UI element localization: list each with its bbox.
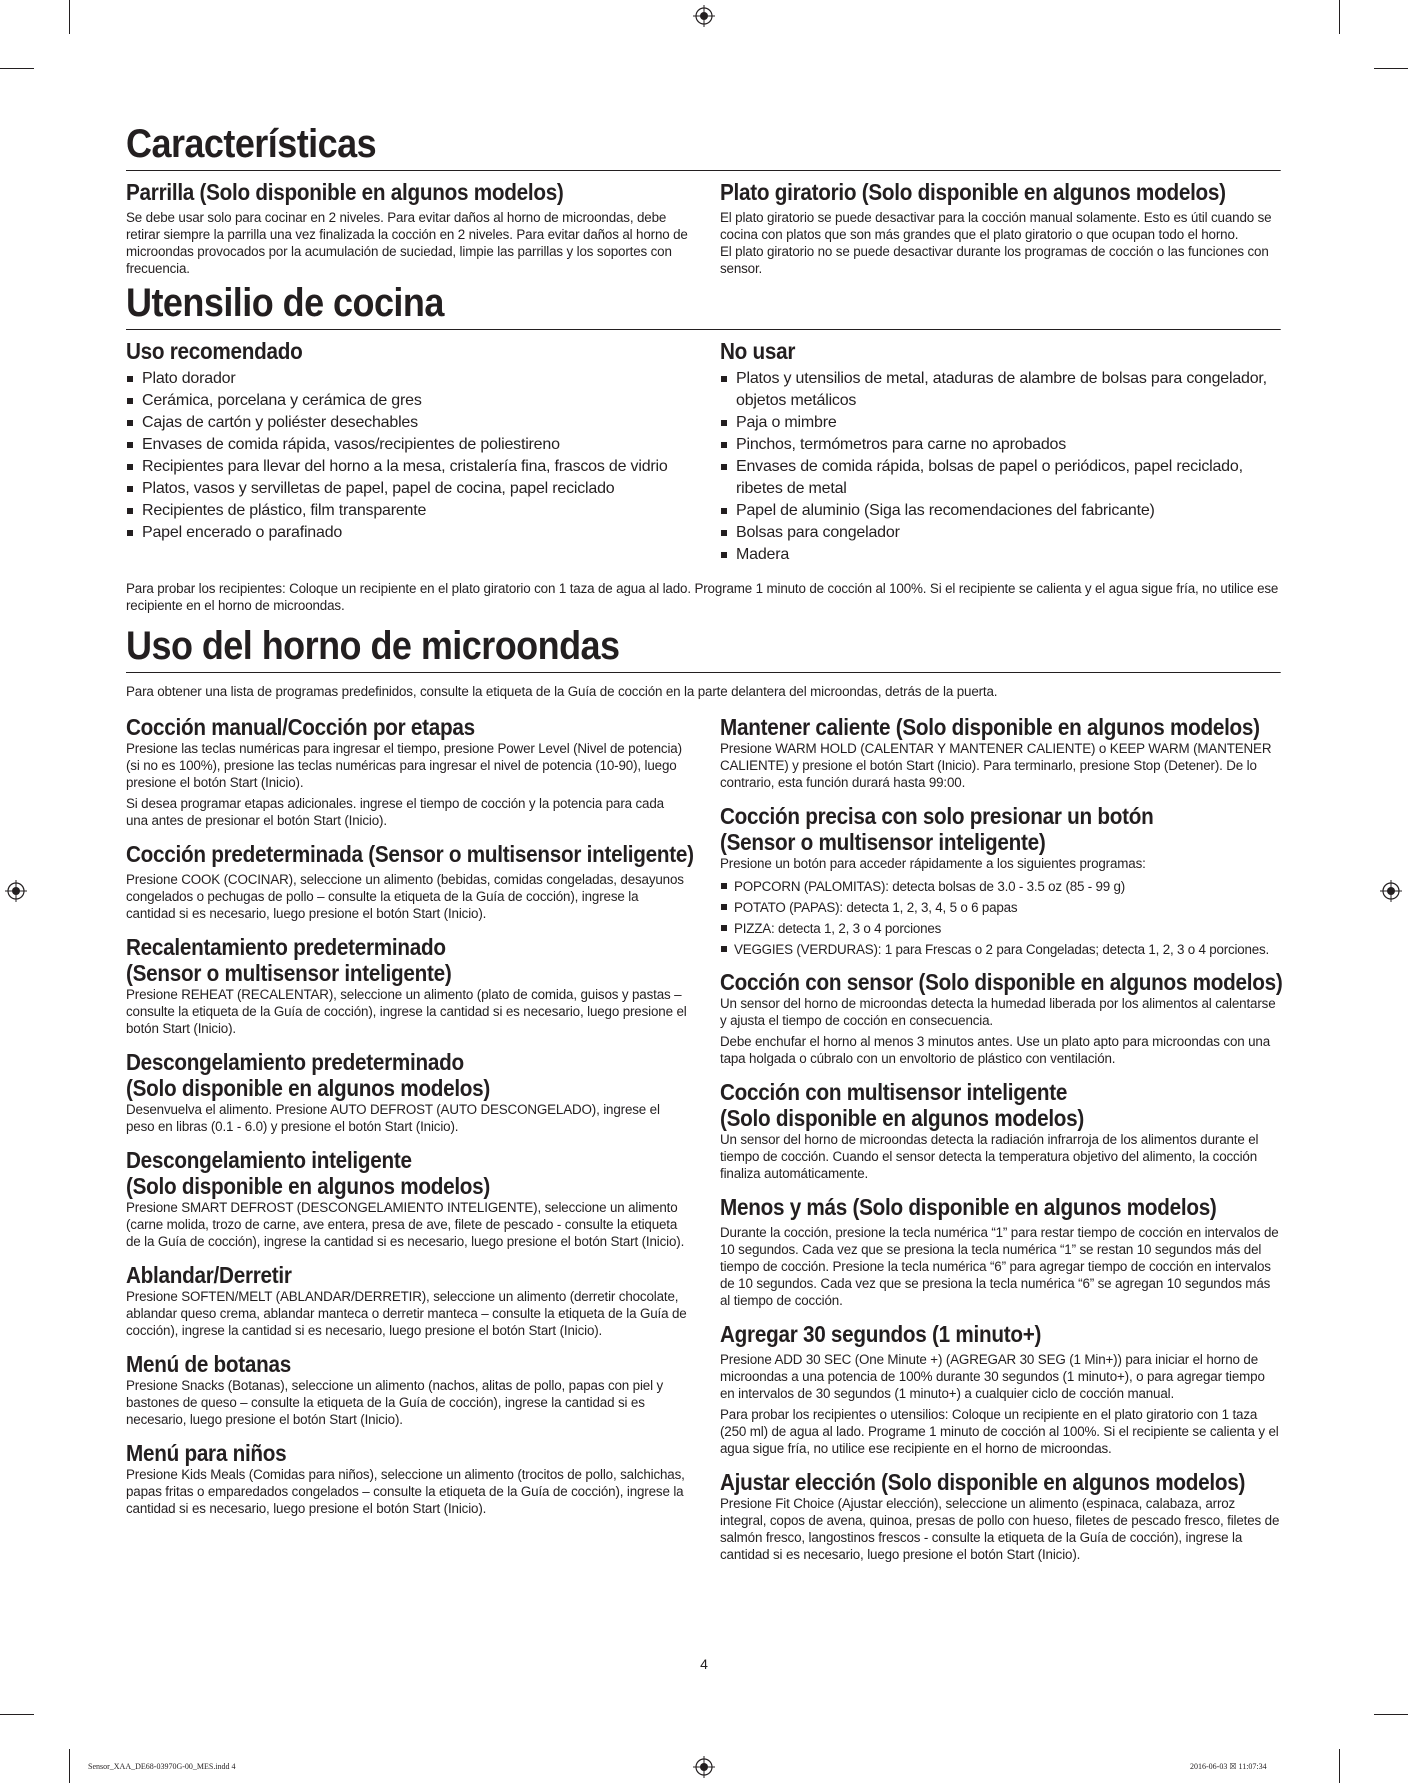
list-item: POTATO (PAPAS): detecta 1, 2, 3, 4, 5 o 6 papas xyxy=(720,897,1282,918)
block-text: Presione las teclas numéricas para ingresar el tiempo, presione Power Level (Nivel de potencia) (si no es 100%), presione las teclas numéricas para ingresar el nivel de potencia (10-90), luego presione el botón Start (Inicio). xyxy=(126,741,682,790)
block-heading: Cocción con multisensor inteligente (Solo disponible en algunos modelos) xyxy=(720,1079,1085,1131)
block-text: Presione un botón para acceder rápidamente a los siguientes programas: xyxy=(720,856,1146,871)
usage-columns xyxy=(126,714,1282,1563)
registration-mark-icon xyxy=(693,1756,715,1778)
block-text: Presione COOK (COCINAR), seleccione un alimento (bebidas, comidas congeladas, desayunos congelados o pechugas de pollo – consulte la etiqueta de la Guía de cocción), ingrese la cantidad si es necesario, luego presione el botón Start (Inicio). xyxy=(126,872,684,921)
rack-text: Se debe usar solo para cocinar en 2 niveles. Para evitar daños al horno de microondas, debe retirar siempre la parrilla una vez finalizada la cocción en 2 niveles. Para evitar daños al horno de microondas provocados por la acumulación de suciedad, limpie las parrillas y los soportes con frecuencia. xyxy=(126,210,688,276)
list-item: Envases de comida rápida, vasos/recipientes de poliestireno xyxy=(126,434,688,456)
recommended-list xyxy=(126,368,688,544)
preset-cooking-block xyxy=(126,841,694,922)
block-text: Presione SMART DEFROST (DESCONGELAMIENTO INTELIGENTE), seleccione un alimento (carne molida, trozo de carne, ave entera, presa de ave, filete de pescado - consulte la etiqueta de la Guía de cocción), ingrese la cantidad si es necesario, luego presione el botón Start (Inicio). xyxy=(126,1200,685,1249)
rack-block xyxy=(126,179,688,277)
file-slug: Sensor_XAA_DE68-03970G-00_MES.indd 4 xyxy=(88,1762,236,1771)
one-touch-block xyxy=(720,803,1282,960)
list-item: PIZZA: detecta 1, 2, 3 o 4 porciones xyxy=(720,918,1282,939)
block-heading: Mantener caliente (Solo disponible en algunos modelos) xyxy=(720,714,1260,740)
crop-mark xyxy=(69,0,70,34)
page-number: 4 xyxy=(700,1656,708,1672)
block-text: Presione SOFTEN/MELT (ABLANDAR/DERRETIR), seleccione un alimento (derretir chocolate, ablandar queso crema, ablandar manteca o derretir manteca – consulte la etiqueta de la Guía de cocción), ingrese la cantidad si es necesario, luego presione el botón Start (Inicio). xyxy=(126,1289,687,1338)
list-item: Cerámica, porcelana y cerámica de gres xyxy=(126,390,688,412)
page-content xyxy=(126,120,1282,1563)
registration-mark-icon xyxy=(693,5,715,27)
usage-right-column xyxy=(720,714,1282,1563)
block-heading: Descongelamiento inteligente (Solo disponible en algunos modelos) xyxy=(126,1147,491,1199)
turntable-block xyxy=(720,179,1282,277)
list-item: Recipientes de plástico, film transparente xyxy=(126,500,688,522)
block-heading: Cocción precisa con solo presionar un botón (Sensor o multisensor inteligente) xyxy=(720,803,1154,855)
block-heading: Cocción con sensor (Solo disponible en algunos modelos) xyxy=(720,969,1283,995)
auto-defrost-block xyxy=(126,1049,688,1135)
preset-reheat-block xyxy=(126,934,688,1037)
list-item: Recipientes para llevar del horno a la mesa, cristalería fina, frascos de vidrio xyxy=(126,456,688,478)
block-heading: Cocción predeterminada (Sensor o multisensor inteligente) xyxy=(126,841,694,867)
add-30-sec-block xyxy=(720,1321,1282,1457)
block-text: Presione Kids Meals (Comidas para niños), seleccione un alimento (trocitos de pollo, salchichas, papas fritas o emparedados congelados – consulte la etiqueta de la Guía de cocción), ingrese la cantidad si es necesario, luego presione el botón Start (Inicio). xyxy=(126,1467,685,1516)
recommended-heading: Uso recomendado xyxy=(126,338,303,364)
block-heading: Ablandar/Derretir xyxy=(126,1262,292,1288)
section-title-features: Características xyxy=(126,120,1281,171)
block-text: Presione Snacks (Botanas), seleccione un alimento (nachos, alitas de pollo, papas con piel y bastones de queso – consulte la etiqueta de la Guía de cocción), ingrese la cantidad si es necesario, luego presione el botón Start (Inicio). xyxy=(126,1378,664,1427)
manual-cooking-block xyxy=(126,714,688,829)
donotuse-list xyxy=(720,368,1282,566)
block-text: Presione ADD 30 SEC (One Minute +) (AGREGAR 30 SEG (1 Min+)) para iniciar el horno de microondas a una potencia de 100% durante 30 segundos (1 minuto+), o para agregar tiempo en intervalos de 30 segundos (1 minuto+) a cualquier ciclo de cocción manual. xyxy=(720,1352,1265,1401)
list-item: Madera xyxy=(720,544,1282,566)
donotuse-block xyxy=(720,338,1282,566)
smart-defrost-block xyxy=(126,1147,688,1250)
crop-mark xyxy=(0,1714,34,1715)
warm-hold-block xyxy=(720,714,1282,791)
block-heading: Menos y más (Solo disponible en algunos modelos) xyxy=(720,1194,1217,1220)
turntable-heading: Plato giratorio (Solo disponible en algunos modelos) xyxy=(720,179,1226,205)
block-text: Debe enchufar el horno al menos 3 minutos antes. Use un plato apto para microondas con una tapa holgada o cúbralo con un envoltorio de plástico con ventilación. xyxy=(720,1034,1270,1066)
list-item: Paja o mimbre xyxy=(720,412,1282,434)
usage-intro: Para obtener una lista de programas predefinidos, consulte la etiqueta de la Guía de cocción en la parte delantera del microondas, detrás de la puerta. xyxy=(126,684,998,699)
usage-left-column xyxy=(126,714,694,1563)
recommended-block xyxy=(126,338,688,566)
registration-mark-icon xyxy=(1380,880,1402,902)
turntable-text: El plato giratorio se puede desactivar para la cocción manual solamente. Esto es útil cuando se cocina con platos que son más grandes que el plato giratorio o que ocupan todo el horno. xyxy=(720,210,1272,242)
block-text: Presione REHEAT (RECALENTAR), seleccione un alimento (plato de comida, guisos y pastas – consulte la etiqueta de la Guía de cocción), ingrese la cantidad si es necesario, luego presione el botón Start (Inicio). xyxy=(126,987,687,1036)
list-item: Cajas de cartón y poliéster desechables xyxy=(126,412,688,434)
block-heading: Menú para niños xyxy=(126,1440,287,1466)
block-heading: Cocción manual/Cocción por etapas xyxy=(126,714,475,740)
section-title-cookware: Utensilio de cocina xyxy=(126,279,1281,330)
block-text: Desenvuelva el alimento. Presione AUTO DEFROST (AUTO DESCONGELADO), ingrese el peso en libras (0.1 - 6.0) y presione el botón Start (Inicio). xyxy=(126,1102,660,1134)
registration-mark-icon xyxy=(5,880,27,902)
sensor-cooking-block xyxy=(720,969,1282,1067)
block-text: Durante la cocción, presione la tecla numérica “1” para restar tiempo de cocción en intervalos de 10 segundos. Cada vez que se presiona la tecla numérica “1” se restan 10 segundos más del tiempo de cocción. Presione la tecla numérica “6” para agregar tiempo de cocción en intervalos de 10 segundos. Cada vez que se presiona la tecla numérica “6” se agregan 10 segundos más al tiempo de cocción. xyxy=(720,1225,1279,1308)
list-item: Platos y utensilios de metal, ataduras de alambre de bolsas para congelador, objetos metálicos xyxy=(720,368,1282,412)
multisensor-block xyxy=(720,1079,1282,1182)
block-text: Un sensor del horno de microondas detecta la humedad liberada por los alimentos al calentarse y ajusta el tiempo de cocción en consecuencia. xyxy=(720,996,1276,1028)
crop-mark xyxy=(0,68,34,69)
crop-mark xyxy=(69,1749,70,1783)
snacks-menu-block xyxy=(126,1351,688,1428)
block-heading: Recalentamiento predeterminado (Sensor o multisensor inteligente) xyxy=(126,934,452,986)
section-title-usage: Uso del horno de microondas xyxy=(126,622,1281,673)
block-heading: Agregar 30 segundos (1 minuto+) xyxy=(720,1321,1042,1347)
list-item: Platos, vasos y servilletas de papel, papel de cocina, papel reciclado xyxy=(126,478,688,500)
turntable-text: El plato giratorio no se puede desactivar durante los programas de cocción o las funciones con sensor. xyxy=(720,244,1269,276)
crop-mark xyxy=(1374,1714,1408,1715)
donotuse-heading: No usar xyxy=(720,338,796,364)
block-text: Para probar los recipientes o utensilios: Coloque un recipiente en el plato giratorio con 1 taza (250 ml) de agua al lado. Programe 1 minuto de cocción al 100%. Si el recipiente se calienta y el agua sigue fría, no utilice ese recipiente en el horno de microondas. xyxy=(720,1407,1279,1456)
fit-choice-block xyxy=(720,1469,1282,1563)
cookware-note: Para probar los recipientes: Coloque un recipiente en el plato giratorio con 1 taza de agua al lado. Programe 1 minuto de cocción al 100%. Si el recipiente se calienta y el agua sigue fría, no utilice ese recipiente en el horno de microondas. xyxy=(126,581,1279,613)
list-item: Papel encerado o parafinado xyxy=(126,522,688,544)
crop-mark xyxy=(1339,0,1340,34)
block-text: Si desea programar etapas adicionales. ingrese el tiempo de cocción y la potencia para cada una antes de presionar el botón Start (Inicio). xyxy=(126,796,664,828)
crop-mark xyxy=(1374,68,1408,69)
list-item: Plato dorador xyxy=(126,368,688,390)
soften-melt-block xyxy=(126,1262,688,1339)
less-more-block xyxy=(720,1194,1282,1309)
list-item: Bolsas para congelador xyxy=(720,522,1282,544)
rack-heading: Parrilla (Solo disponible en algunos modelos) xyxy=(126,179,564,205)
block-text: Un sensor del horno de microondas detecta la radiación infrarroja de los alimentos durante el tiempo de cocción. Cuando el sensor detecta la temperatura objetivo del alimento, la cocción finaliza automáticamente. xyxy=(720,1132,1259,1181)
block-heading: Ajustar elección (Solo disponible en algunos modelos) xyxy=(720,1469,1246,1495)
list-item: POPCORN (PALOMITAS): detecta bolsas de 3.0 - 3.5 oz (85 - 99 g) xyxy=(720,876,1282,897)
block-text: Presione WARM HOLD (CALENTAR Y MANTENER CALIENTE) o KEEP WARM (MANTENER CALIENTE) y presione el botón Start (Inicio). Para terminarlo, presione Stop (Detener). De lo contrario, esta función durará hasta 99:00. xyxy=(720,741,1272,790)
block-heading: Descongelamiento predeterminado (Solo disponible en algunos modelos) xyxy=(126,1049,491,1101)
list-item: VEGGIES (VERDURAS): 1 para Frescas o 2 para Congeladas; detecta 1, 2, 3 o 4 porciones. xyxy=(720,939,1282,960)
block-text: Presione Fit Choice (Ajustar elección), seleccione un alimento (espinaca, calabaza, arroz integral, copos de avena, quinoa, presas de pollo con hueso, filetes de pescado fresco, filetes de salmón fresco, langostinos frescos - consulte la etiqueta de la Guía de cocción), ingrese la cantidad si es necesario, luego presione el botón Start (Inicio). xyxy=(720,1496,1280,1562)
list-item: Pinchos, termómetros para carne no aprobados xyxy=(720,434,1282,456)
block-heading: Menú de botanas xyxy=(126,1351,292,1377)
date-slug: 2016-06-03 ☒ 11:07:34 xyxy=(1190,1762,1267,1771)
crop-mark xyxy=(1339,1749,1340,1783)
list-item: Envases de comida rápida, bolsas de papel o periódicos, papel reciclado, ribetes de metal xyxy=(720,456,1282,500)
one-touch-list xyxy=(720,876,1282,960)
cookware-columns xyxy=(126,338,1282,566)
kids-menu-block xyxy=(126,1440,688,1517)
list-item: Papel de aluminio (Siga las recomendaciones del fabricante) xyxy=(720,500,1282,522)
features-columns xyxy=(126,179,1282,277)
